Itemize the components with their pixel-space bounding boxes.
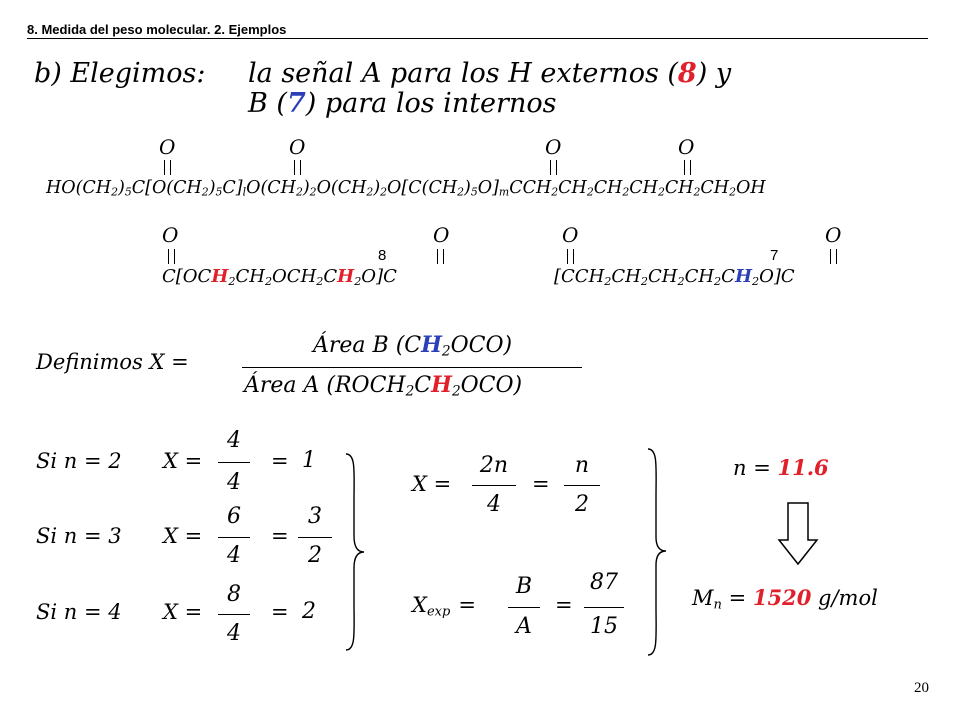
double-bond-1b <box>170 160 171 175</box>
case-3-x: X = <box>163 600 203 624</box>
signal-b-number: 7 <box>286 88 306 119</box>
frag-b-bond-left-b <box>573 249 574 264</box>
heading-line-1-a: la señal A para los H externos ( <box>248 58 678 89</box>
down-arrow-icon <box>777 502 819 566</box>
case-3-denominator: 4 <box>227 621 241 646</box>
general-result-denominator: 2 <box>575 492 589 517</box>
frag-a-bond-right-a <box>437 249 438 264</box>
case-1-label: Si n = 2 <box>36 449 122 473</box>
case-2-fraction-bar <box>218 537 250 538</box>
frag-b-bond-right-b <box>836 249 837 264</box>
double-bond-1a <box>164 160 165 175</box>
double-bond-2b <box>300 160 301 175</box>
definition-fraction-bar <box>242 367 582 368</box>
double-bond-3a <box>550 160 551 175</box>
carbonyl-oxygen-1: O <box>159 135 176 159</box>
frag-a-oxygen-left: O <box>162 223 179 247</box>
case-3-equals: = <box>271 600 289 624</box>
frag-b-bond-right-a <box>830 249 831 264</box>
case-2-x: X = <box>163 524 203 548</box>
result-mn-unit: g/mol <box>818 586 878 610</box>
general-result-bar <box>564 485 600 486</box>
double-bond-2a <box>294 160 295 175</box>
case-2-label: Si n = 3 <box>36 524 122 548</box>
general-numerator: 2n <box>479 453 509 478</box>
case-2-result-numerator: 3 <box>308 504 322 529</box>
experimental-result-numerator: 87 <box>590 570 618 595</box>
definition-numerator: Área B $(CH_2OCO)$ <box>313 332 513 360</box>
definition-denominator: Área A $(ROCH_2CH_2OCO)$ <box>244 372 523 400</box>
definition-label: Definimos X = <box>36 350 189 374</box>
right-brace-left <box>342 452 368 652</box>
heading-line-2-b: ) para los internos <box>305 88 557 119</box>
signal-a-number: 8 <box>677 58 697 89</box>
case-3-label: Si n = 4 <box>36 600 122 624</box>
general-result-numerator: n <box>574 453 590 478</box>
fragment-b-formula: $[CCH_2CH_2CH_2CH_2CH_2O]C$ <box>554 266 795 288</box>
double-bond-4a <box>684 160 685 175</box>
case-1-result: 1 <box>302 448 316 473</box>
double-bond-4b <box>690 160 691 175</box>
double-bond-3b <box>556 160 557 175</box>
fragment-a-formula: $C[OCH_2CH_2OCH_2CH_2O]C$ <box>162 266 397 288</box>
experimental-denominator: A <box>516 614 532 639</box>
frag-a-bond-right-b <box>443 249 444 264</box>
carbonyl-oxygen-3: O <box>545 135 562 159</box>
heading-line-1 <box>248 58 731 89</box>
case-2-equals: = <box>271 524 289 548</box>
frag-a-oxygen-right: O <box>433 223 450 247</box>
header-rule <box>27 38 928 39</box>
case-2-result-denominator: 2 <box>308 543 322 568</box>
general-equals: = <box>532 472 550 496</box>
case-2-denominator: 4 <box>227 543 241 568</box>
heading-line-2-a: B ( <box>248 88 287 119</box>
general-x: X = <box>412 472 452 496</box>
result-mn: $M_n = 1520$ g/mol <box>692 585 878 613</box>
frag-a-bond-left-a <box>168 249 169 264</box>
heading-line-1-b: ) y <box>696 58 732 89</box>
case-1-numerator: 4 <box>227 428 241 453</box>
experimental-equals: = <box>555 593 573 617</box>
experimental-result-denominator: 15 <box>590 614 618 639</box>
general-fraction-bar <box>472 485 516 486</box>
page-number: 20 <box>914 680 929 696</box>
heading-line-2 <box>248 88 556 119</box>
frag-b-oxygen-right: O <box>825 223 842 247</box>
heading-prefix: b) Elegimos: <box>34 58 206 89</box>
result-n: n = 11.6 <box>733 455 829 480</box>
experimental-numerator: B <box>515 574 533 599</box>
frag-b-label: 7 <box>770 247 779 264</box>
case-3-fraction-bar <box>218 614 250 615</box>
frag-a-bond-left-b <box>174 249 175 264</box>
result-mn-value: 1520 <box>752 585 812 610</box>
polymer-formula: $HO(CH_2)_5C[O(CH_2)_5C]_lO(CH_2)_2O(CH_2)_2O[C(CH_2)_5O]_mCCH_2CH_2CH_2CH_2CH_2CH_2OH$ <box>46 178 766 199</box>
experimental-fraction-bar <box>508 607 540 608</box>
frag-a-label: 8 <box>378 247 387 264</box>
case-2-result-bar <box>298 537 332 538</box>
experimental-x: $X_{exp}$ = <box>412 593 476 620</box>
case-1-denominator: 4 <box>227 470 241 495</box>
carbonyl-oxygen-2: O <box>289 135 306 159</box>
general-denominator: 4 <box>487 492 501 517</box>
case-1-fraction-bar <box>218 462 250 463</box>
case-3-numerator: 8 <box>227 582 241 607</box>
case-1-x: X = <box>163 449 203 473</box>
right-brace-right <box>644 447 670 657</box>
frag-b-oxygen-left: O <box>562 223 579 247</box>
case-1-equals: = <box>271 449 289 473</box>
slide-header-title: 8. Medida del peso molecular. 2. Ejemplos <box>27 22 287 37</box>
result-n-value: 11.6 <box>777 455 829 480</box>
case-2-numerator: 6 <box>227 504 241 529</box>
carbonyl-oxygen-4: O <box>678 135 695 159</box>
experimental-result-bar <box>584 607 624 608</box>
case-3-result: 2 <box>302 599 316 624</box>
frag-b-bond-left-a <box>567 249 568 264</box>
